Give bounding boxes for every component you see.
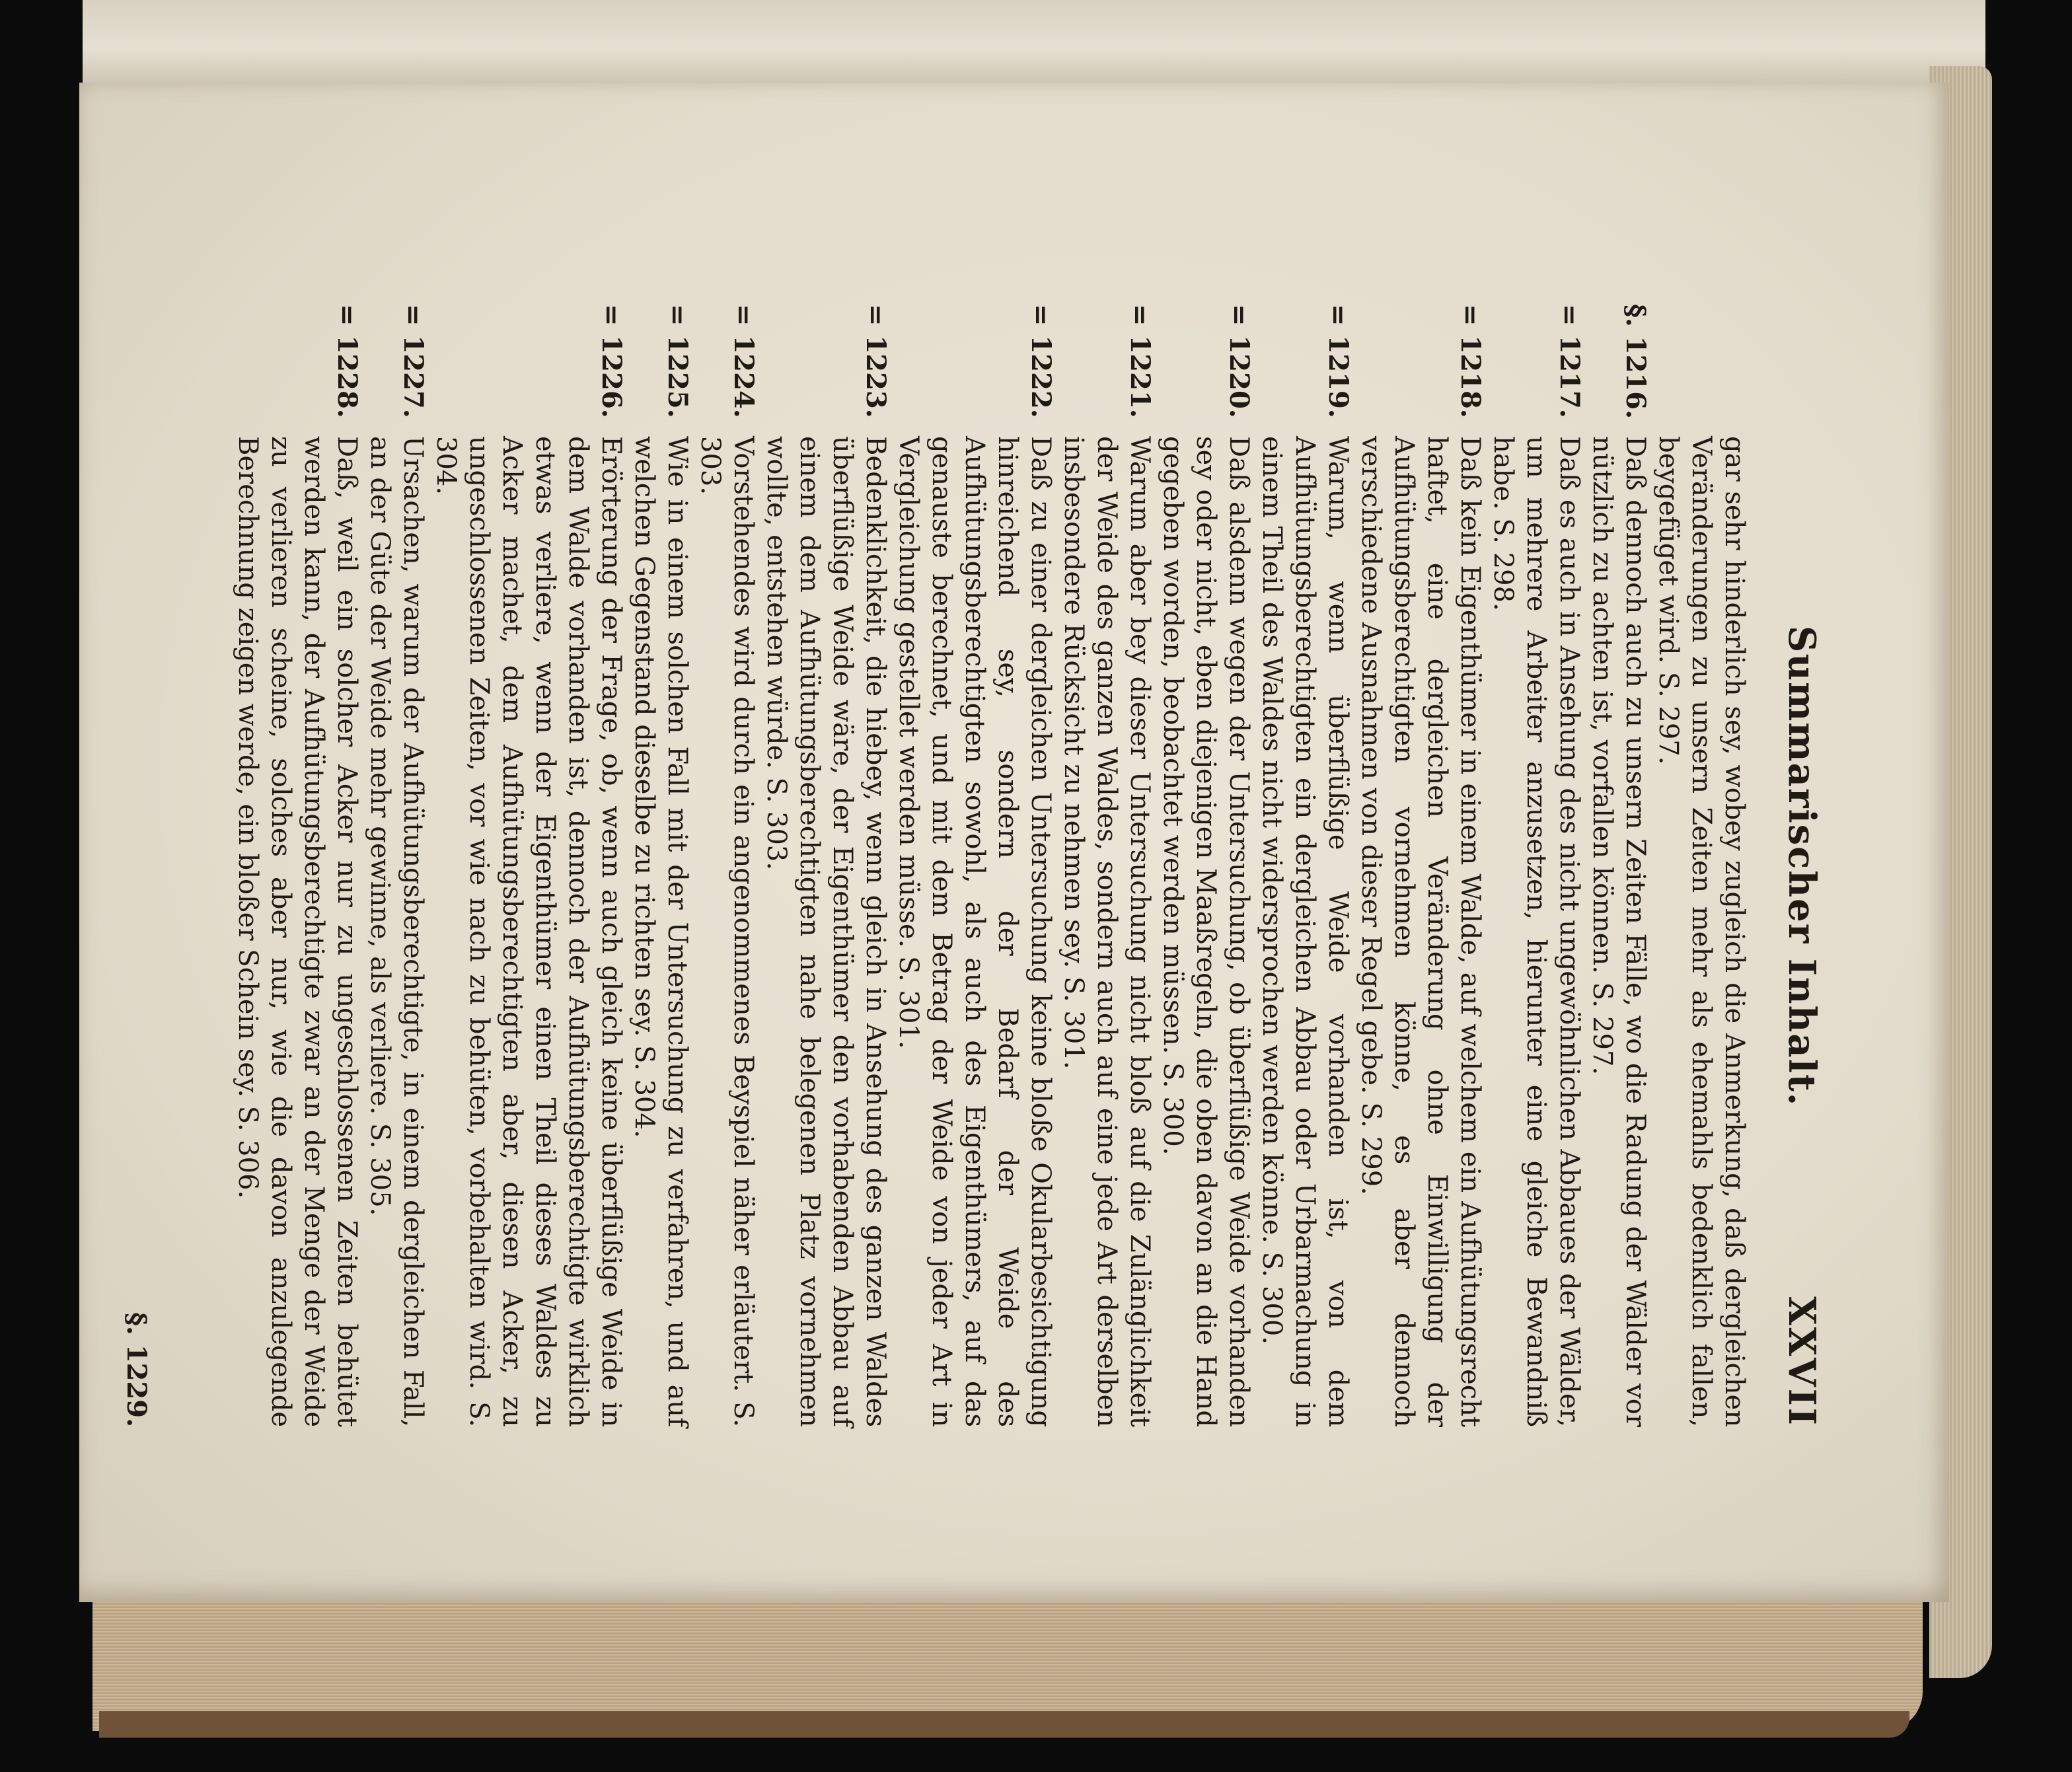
entry-number: = 1228. — [332, 304, 363, 418]
list-item — [1057, 304, 1156, 1427]
list-item — [1354, 304, 1487, 1427]
page-number: XXVII — [1780, 1296, 1824, 1427]
entry-text: Daß kein Eigenthümer in einem Walde, auf welchem ein Aufhütungsrecht haftet, eine dergleichen Veränderung ohne Einwilligung der Aufhütungsberechtigten vornehmen könne, es aber dennoch verschiedene Ausnahmen von dieser Regel gebe. S. 299. — [1356, 436, 1485, 1427]
entry-number: = 1224. — [728, 304, 759, 418]
entry-number: §. 1216. — [1620, 304, 1651, 420]
entry-text: Warum, wenn überflüßige Weide vorhanden ist, von dem Aufhütungsberechtigten ein dergleichen Abbau oder Urbarmachung in einem Theil des Waldes nicht widersprochen werden könne. S. 300. — [1257, 436, 1353, 1427]
entry-text: Wie in einem solchen Fall mit der Untersuchung zu verfahren, und auf welchen Gegenstand dieselbe zu richten sey. S. 304. — [629, 436, 692, 1427]
text-block — [121, 304, 1824, 1427]
entry-number: = 1217. — [1554, 304, 1585, 418]
entry-text: Vorstehendes wird durch ein angenommenes Beyspiel näher erläutert. S. 303. — [695, 436, 758, 1427]
list-item — [892, 304, 1057, 1427]
page-header — [1751, 304, 1824, 1427]
entry-text: gar sehr hinderlich sey, wobey zugleich die Anmerkung, daß dergleichen Veränderungen zu unsern Zeiten mehr als ehemahls bedenklich fallen, beygefüget wird. S. 297. — [1653, 436, 1750, 1427]
list-item — [628, 304, 694, 1427]
entry-number: = 1220. — [1224, 304, 1255, 418]
entry-number: = 1221. — [1125, 304, 1156, 418]
entry-text: Erörterung der Frage, ob, wenn auch gleich keine überflüßige Weide in dem Walde vorhanden ist, dennoch der Aufhütungsberechtigte wirklich etwas verliere, wenn der Eigenthümer einen Theil dieses Waldes zu Acker machet, dem Aufhütungsberechtigten aber, diesen Acker, zu ungeschlossenen Zeiten, vor wie nach zu behüten, vorbehalten wird. S. 304. — [431, 436, 626, 1427]
entry-text: Warum aber bey dieser Untersuchung nicht bloß auf die Zulänglichkeit der Weide des ganzen Waldes, sondern auch auf eine jede Art derselben insbesondere Rücksicht zu nehmen sey. S. 301. — [1058, 436, 1155, 1427]
entry-number: = 1223. — [860, 304, 891, 418]
entry-text: Daß dennoch auch zu unsern Zeiten Fälle, wo die Radung der Wälder vor nützlich zu achten ist, vorfallen können. S. 297. — [1587, 436, 1650, 1427]
entry-text: Daß zu einer dergleichen Untersuchung keine bloße Okularbesichtigung hinreichend sey, sondern der Bedarf der Weide des Aufhütungsberechtigten sowohl, als auch des Eigenthümers, auf das genauste berechnet, und mit dem Betrag der Weide von jeder Art in Vergleichung gestellet werden müsse. S. 301. — [893, 436, 1056, 1427]
entry-number: = 1219. — [1323, 304, 1354, 418]
list-item — [1586, 304, 1652, 1427]
list-item — [694, 304, 760, 1427]
book-cover-edge — [99, 1711, 1909, 1738]
page-title: Summarischer Inhalt. — [1780, 626, 1824, 1107]
entry-text: Daß, weil ein solcher Acker nur zu ungeschlossenen Zeiten behütet werden kann, der Aufhütungsberechtigte zwar an der Menge der Weide zu verlieren scheine, solches aber nur, wie die davon anzulegende Berechnung zeigen werde, ein bloßer Schein sey. S. 306. — [233, 436, 362, 1427]
entry-text: Daß alsdenn wegen der Untersuchung, ob überflüßige Weide vorhanden sey oder nicht, eben diejenigen Maaßregeln, die oben davon an die Hand gegeben worden, beobachtet werden müssen. S. 300. — [1158, 436, 1254, 1427]
list-item — [1255, 304, 1354, 1427]
list-item — [1487, 304, 1586, 1427]
entry-text: Bedenklichkeit, die hiebey, wenn gleich in Ansehung des ganzen Waldes überflüßige Weide wäre, der Eigenthümer den vorhabenden Abbau auf einem dem Aufhütungsberechtigten nahe belegenen Platz vornehmen wollte, entstehen würde. S. 303. — [761, 436, 891, 1427]
facing-page-edge — [83, 0, 1985, 89]
entry-text: Ursachen, warum der Aufhütungsberechtigte, in einem dergleichen Fall, an der Güte der Weide mehr gewinne, als verliere. S. 305. — [365, 436, 428, 1427]
entry-text: Daß es auch in Ansehung des nicht ungewöhnlichen Abbaues der Wälder, um mehrere Arbeiter anzusetzen, hierunter eine gleiche Bewandniß habe. S. 298. — [1488, 436, 1584, 1427]
entry-number: = 1218. — [1455, 304, 1486, 418]
entry-number: = 1222. — [1025, 304, 1056, 418]
list-item — [1652, 304, 1751, 1427]
list-item — [363, 304, 429, 1427]
entry-number: = 1226. — [596, 304, 627, 418]
list-item — [1156, 304, 1255, 1427]
entry-number: = 1227. — [398, 304, 429, 418]
catchword: §. 1229. — [121, 1311, 152, 1427]
list-item — [231, 304, 363, 1427]
entry-number: = 1225. — [662, 304, 693, 418]
list-item — [760, 304, 892, 1427]
list-item — [429, 304, 628, 1427]
